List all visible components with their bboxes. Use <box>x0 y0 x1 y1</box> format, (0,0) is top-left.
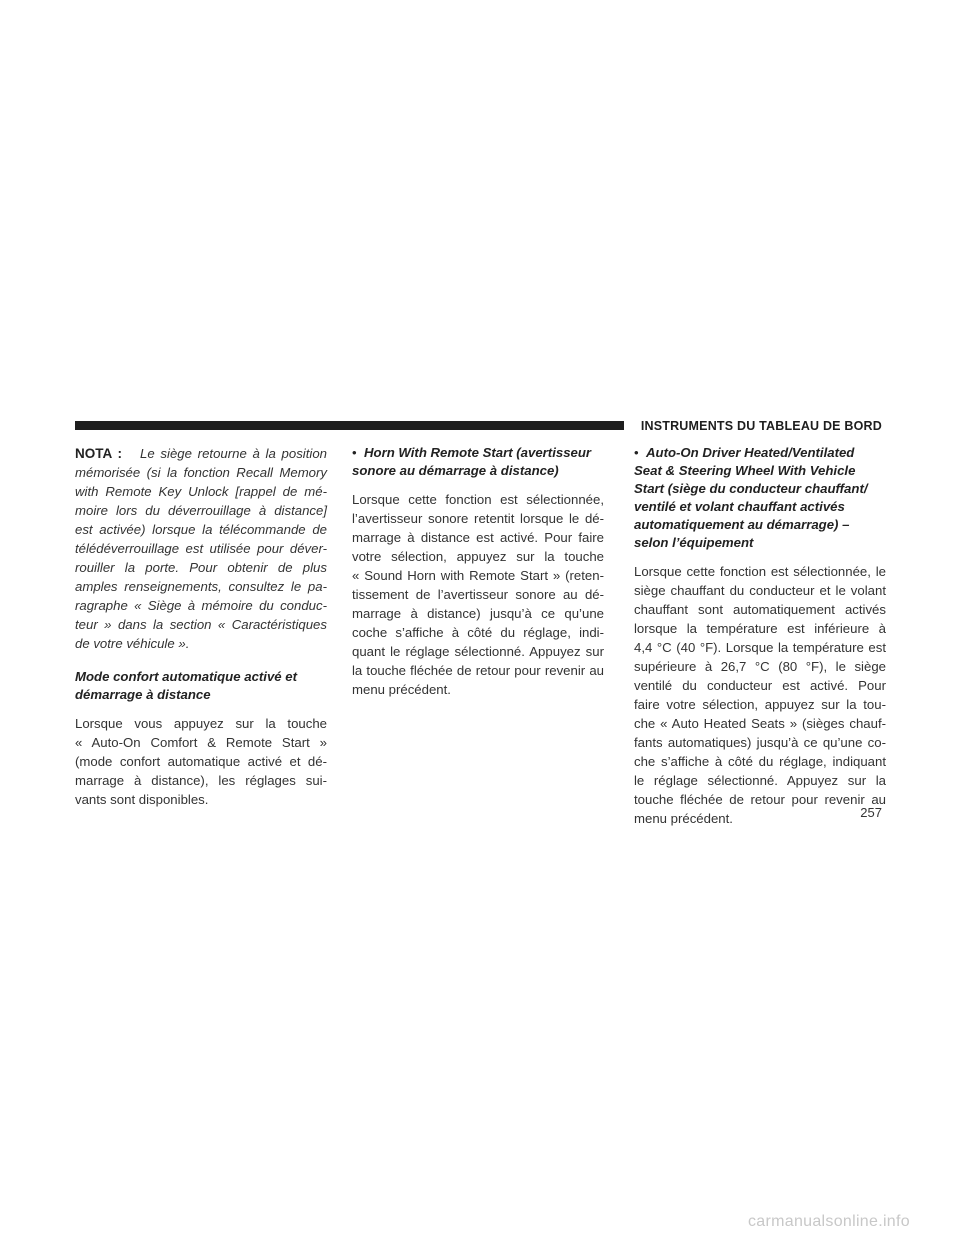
note-line: de votre véhicule ». <box>75 636 190 651</box>
page-number: 257 <box>860 805 882 820</box>
column-2 <box>352 444 604 699</box>
note-label: NOTA : <box>75 446 123 461</box>
watermark-text[interactable]: carmanualsonline.info <box>748 1213 910 1230</box>
note-line: télédéverrouillage est utilisée pour déver- <box>75 541 327 556</box>
bullet-icon: • <box>352 445 357 460</box>
note-line: rouiller la porte. Pour obtenir de plus <box>75 560 327 575</box>
note-line: with Remote Key Unlock [rappel de mé- <box>75 484 327 499</box>
bullet-icon: • <box>634 445 639 460</box>
body-paragraph: Lorsque cette fonction est sélectionnée, l’avertisseur sonore retentit lorsque le dé- marrage à distance est activé. Pour faire votre sélection, appuyez sur la touche « Sound Horn with Remote Start » (reten- tissement de l’avertisseur sonore au dé- marrage à distance) jusqu’à ce qu’une coche s’affiche à côté du réglage, indi- quant le réglage sélectionné. Appuyez sur la touche fléchée de retour pour revenir au menu précédent. <box>352 492 604 697</box>
note-line: amples renseignements, consultez le pa- <box>75 579 327 594</box>
body-paragraph: Lorsque vous appuyez sur la touche « Auto-On Comfort & Remote Start » (mode confort automatique activé et dé- marrage à distance), les réglages sui- vants sont disponibles. <box>75 716 327 807</box>
bullet-heading: • Horn With Remote Start (avertisseur sonore au démarrage à distance) <box>352 445 592 478</box>
note-line: mémorisée (si la fonction Recall Memory <box>75 465 327 480</box>
column-1 <box>75 444 327 809</box>
header-rule <box>75 421 624 430</box>
note-line: est activée) lorsque la télécommande de <box>75 522 327 537</box>
bullet-heading: • Auto-On Driver Heated/Ventilated Seat & Steering Wheel With Vehicle Start (siège du conducteur chauffant/ ventilé et volant chauffant activés automatiquement au démarrage) – selon l’équipement <box>634 445 868 550</box>
section-title: INSTRUMENTS DU TABLEAU DE BORD <box>640 419 882 433</box>
note-line: ragraphe « Siège à mémoire du conduc- <box>75 598 327 613</box>
body-paragraph: Lorsque cette fonction est sélectionnée, le siège chauffant du conducteur et le volant chauffant sont automatiquement activés lorsque la température est inférieure à 4,4 °C (40 °F). Lorsque la température est supérieure à 26,7 °C (80 °F), le siège ventilé du conducteur est activé. Pour faire votre sélection, appuyez sur la tou- che « Auto Heated Seats » (sièges chauf- fants automatiques) jusqu’à ce qu’une co- che s’affiche à côté du réglage, indiquant le réglage sélectionné. Appuyez sur la touche fléchée de retour pour revenir au menu précédent. <box>634 564 886 826</box>
column-3 <box>634 444 886 828</box>
note-line: NOTA : Le siège retourne à la position <box>75 446 327 461</box>
note-line: moire lors du déverrouillage à distance] <box>75 503 327 518</box>
note-line: teur » dans la section « Caractéristiques <box>75 617 327 632</box>
subsection-heading: Mode confort automatique activé et démarrage à distance <box>75 669 298 702</box>
note-block <box>75 444 327 653</box>
